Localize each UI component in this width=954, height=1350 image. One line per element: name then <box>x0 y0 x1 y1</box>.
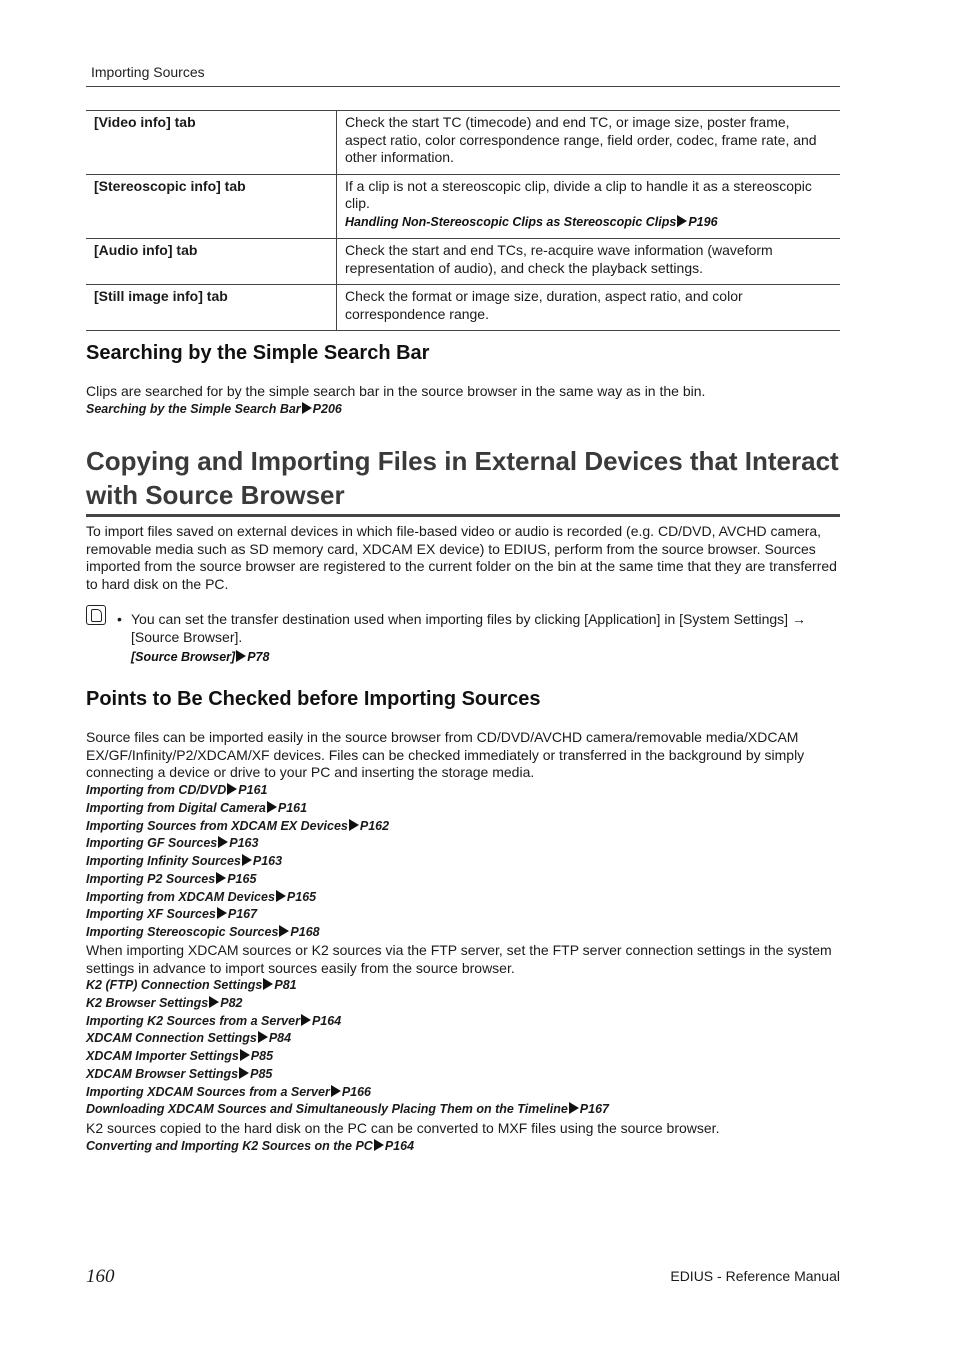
table-cell-label: [Audio info] tab <box>86 239 337 285</box>
section-body: K2 sources copied to the hard disk on the PC can be converted to MXF files using the source browser. <box>86 1120 720 1136</box>
cross-reference-link[interactable] <box>86 854 282 868</box>
note-hand-icon <box>86 605 106 625</box>
xref-page: P82 <box>220 995 243 1010</box>
xref-page: P196 <box>688 214 718 229</box>
xref-page: P166 <box>341 1084 372 1099</box>
note-text <box>131 611 841 667</box>
xref-text: Importing Stereoscopic Sources <box>86 925 279 939</box>
arrow-right-icon <box>217 907 227 919</box>
xref-text: K2 (FTP) Connection Settings <box>86 978 263 992</box>
table-row <box>86 239 840 285</box>
arrow-right-icon <box>569 1102 579 1114</box>
xref-text: Importing from XDCAM Devices <box>86 889 275 904</box>
xref-page: P163 <box>252 854 283 868</box>
cross-reference-link[interactable] <box>86 1031 291 1045</box>
xref-page: P81 <box>274 978 297 992</box>
xref-text: Importing XF Sources <box>86 907 216 922</box>
section-body: Source files can be imported easily in the source browser from CD/DVD/AVCHD camera/removable media/XDCAM EX/GF/Infinity/P2/XDCAM/XF devices. Files can be checked immediately or transferred in the background by simply connecting a device or drive to your PC and inserting the storage media. <box>86 729 805 781</box>
xref-text: XDCAM Browser Settings <box>86 1066 239 1081</box>
arrow-right-icon <box>218 836 228 848</box>
xref-page: P206 <box>312 402 342 416</box>
xref-page: P161 <box>277 800 308 815</box>
bullet-marker: • <box>117 611 122 627</box>
xref-text: [Source Browser] <box>131 650 236 665</box>
xref-page: P168 <box>290 925 320 939</box>
cross-reference-link[interactable] <box>86 1049 273 1063</box>
xref-page: P84 <box>268 1031 292 1046</box>
arrow-right-icon <box>239 1067 249 1079</box>
xref-page: P163 <box>229 836 259 851</box>
cross-reference-link[interactable] <box>86 1139 414 1153</box>
xref-text: Importing K2 Sources from a Server <box>86 1013 300 1028</box>
section-heading-simple-search: Searching by the Simple Search Bar <box>86 342 430 364</box>
cross-reference-link[interactable] <box>86 1014 341 1028</box>
cross-reference-link[interactable] <box>86 783 267 797</box>
xref-text: Searching by the Simple Search Bar <box>86 402 301 416</box>
xref-page: P164 <box>311 1013 342 1028</box>
xref-text: Importing from Digital Camera <box>86 800 266 815</box>
table-row <box>86 111 840 175</box>
xref-text: Converting and Importing K2 Sources on the PC <box>86 1139 373 1153</box>
chapter-body: To import files saved on external devices in which file-based video or audio is recorded (e.g. CD/DVD, AVCHD camera, removable media such as SD memory card, XDCAM EX device) to EDIUS, perform from the source browser. Sources imported from the source browser are registered to the current folder on the bin at the same time that they are transferred to hard disk on the PC. <box>86 523 837 593</box>
running-header: Importing Sources <box>91 64 205 80</box>
cross-reference-link[interactable] <box>86 801 307 815</box>
section-body: Clips are searched for by the simple search bar in the source browser in the same way as in the bin. <box>86 383 706 399</box>
xref-page: P167 <box>227 907 258 922</box>
xref-page: P167 <box>579 1102 609 1117</box>
xref-page: P165 <box>286 889 317 904</box>
table-row <box>86 285 840 331</box>
table-cell-label: [Stereoscopic info] tab <box>86 174 337 239</box>
arrow-right-icon <box>301 1014 311 1026</box>
table-cell-label: [Video info] tab <box>86 111 337 175</box>
cross-reference-link[interactable] <box>86 402 342 416</box>
arrow-right-icon <box>242 854 252 866</box>
cross-reference-link[interactable] <box>86 836 258 850</box>
section-heading-points-checked: Points to Be Checked before Importing Sources <box>86 688 541 710</box>
cross-reference-link[interactable] <box>86 907 257 921</box>
table-cell-label: [Still image info] tab <box>86 285 337 331</box>
xref-text: Importing from CD/DVD <box>86 783 227 797</box>
arrow-right-icon <box>677 215 687 227</box>
cross-reference-link[interactable] <box>345 215 718 229</box>
tab-info-table <box>86 110 840 331</box>
xref-page: P164 <box>384 1139 415 1153</box>
xref-text: Downloading XDCAM Sources and Simultaneously Placing Them on the Timeline <box>86 1102 568 1117</box>
xref-page: P85 <box>250 1066 273 1081</box>
xref-text: Importing Sources from XDCAM EX Devices <box>86 818 348 833</box>
cross-reference-link[interactable] <box>86 819 389 833</box>
cross-reference-link[interactable] <box>86 925 320 939</box>
arrow-right-icon <box>258 1031 268 1043</box>
section-body: When importing XDCAM sources or K2 sources via the FTP server, set the FTP server connection settings in the system settings in advance to import sources easily from the source browser. <box>86 942 832 976</box>
table-desc-text: Check the format or image size, duration, aspect ratio, and color correspondence range. <box>345 288 743 322</box>
xref-text: Importing Infinity Sources <box>86 854 241 868</box>
xref-text: Importing GF Sources <box>86 836 218 851</box>
footer-title: EDIUS - Reference Manual <box>670 1268 840 1284</box>
arrow-right-icon <box>279 925 289 937</box>
arrow-right-icon <box>209 996 219 1008</box>
table-cell-desc <box>337 285 841 331</box>
arrow-right-icon <box>276 890 286 902</box>
table-row <box>86 174 840 239</box>
table-cell-desc <box>337 111 841 175</box>
chapter-title: Copying and Importing Files in External Devices that Interact with Source Browser <box>86 446 839 510</box>
xref-page: P78 <box>247 650 270 665</box>
cross-reference-link[interactable] <box>86 1102 609 1116</box>
xref-text: Handling Non-Stereoscopic Clips as Stereoscopic Clips <box>345 214 677 229</box>
cross-reference-link[interactable] <box>86 890 316 904</box>
arrow-right-icon <box>331 1085 341 1097</box>
arrow-right-icon <box>349 819 359 831</box>
arrow-right-icon <box>227 783 237 795</box>
xref-page: P85 <box>250 1049 274 1063</box>
arrow-right-icon <box>267 801 277 813</box>
arrow-right-icon <box>216 872 226 884</box>
chapter-rule <box>86 514 840 517</box>
xref-text: Importing XDCAM Sources from a Server <box>86 1084 330 1099</box>
xref-text: K2 Browser Settings <box>86 995 209 1010</box>
cross-reference-link[interactable] <box>86 872 256 886</box>
xref-page: P165 <box>227 871 257 886</box>
xref-page: P162 <box>359 818 390 833</box>
cross-reference-link[interactable] <box>86 996 243 1010</box>
table-cell-desc <box>337 174 841 239</box>
xref-page: P161 <box>238 783 268 797</box>
table-desc-text: Check the start TC (timecode) and end TC, or image size, poster frame, aspect ratio, color correspondence range, field order, codec, frame rate, and other information. <box>345 114 817 165</box>
arrow-right-icon <box>263 978 273 990</box>
arrow-right-icon <box>302 402 312 414</box>
table-desc-text: Check the start and end TCs, re-acquire wave information (waveform representation of audio), and check the playback settings. <box>345 242 773 276</box>
arrow-right-icon <box>374 1139 384 1151</box>
cross-reference-link[interactable] <box>131 649 841 667</box>
note-body: You can set the transfer destination used when importing files by clicking [Application] in [System Settings] → [Source Browser]. <box>131 611 806 645</box>
cross-reference-link[interactable] <box>86 978 297 992</box>
table-desc-text: If a clip is not a stereoscopic clip, divide a clip to handle it as a stereoscopic clip. <box>345 177 812 211</box>
cross-reference-link[interactable] <box>86 1067 272 1081</box>
table-cell-desc <box>337 239 841 285</box>
page-number: 160 <box>86 1266 115 1287</box>
xref-text: XDCAM Importer Settings <box>86 1049 239 1063</box>
cross-reference-link[interactable] <box>86 1085 371 1099</box>
arrow-right-icon <box>240 1049 250 1061</box>
header-rule <box>86 86 840 87</box>
xref-text: Importing P2 Sources <box>86 871 216 886</box>
xref-text: XDCAM Connection Settings <box>86 1031 257 1046</box>
arrow-right-icon <box>236 650 246 662</box>
